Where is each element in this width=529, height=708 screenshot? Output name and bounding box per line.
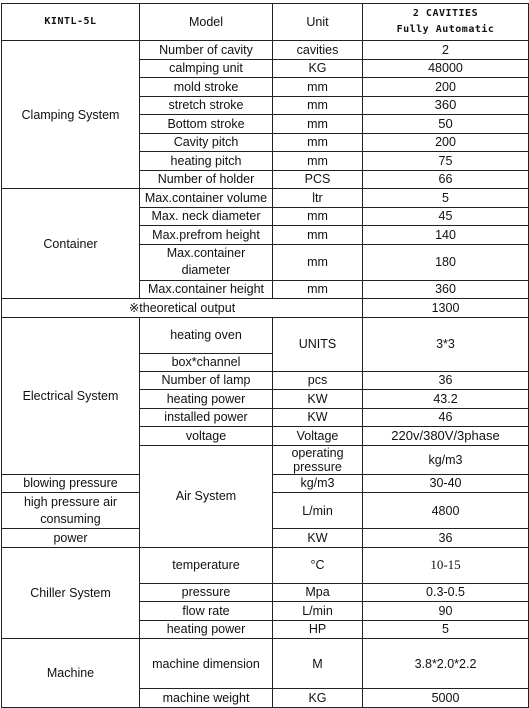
value-cell: 2 — [363, 41, 529, 60]
table-row — [2, 547, 529, 583]
unit-cell: mm — [273, 244, 363, 280]
value-cell: 5000 — [363, 689, 529, 708]
param-cell: voltage — [140, 427, 273, 446]
output-row — [2, 299, 529, 318]
param-cell: Max. neck diameter — [140, 207, 273, 226]
unit-cell: mm — [273, 115, 363, 134]
section-clamping-title: Clamping System — [2, 41, 140, 189]
value-cell: 5 — [363, 189, 529, 208]
section-electrical-title: Electrical System — [2, 317, 140, 474]
param-cell: power — [2, 529, 140, 548]
table-row — [2, 189, 529, 208]
unit-cell: mm — [273, 96, 363, 115]
unit-cell: KG — [273, 689, 363, 708]
value-cell: 45 — [363, 207, 529, 226]
unit-header: Unit — [273, 4, 363, 41]
value-cell: 5 — [363, 620, 529, 639]
value-cell: 200 — [363, 78, 529, 97]
value-header-line2: Fully Automatic — [396, 24, 495, 35]
unit-cell: mm — [273, 78, 363, 97]
unit-cell: KG — [273, 59, 363, 78]
param-cell: Number of cavity — [140, 41, 273, 60]
unit-cell: Voltage — [273, 427, 363, 446]
value-cell: 36 — [363, 529, 529, 548]
section-machine-title: Machine — [2, 639, 140, 708]
param-cell: pressure — [140, 583, 273, 602]
unit-cell: UNITS — [273, 317, 363, 371]
unit-cell: mm — [273, 226, 363, 245]
unit-cell: mm — [273, 152, 363, 171]
param-cell: temperature — [140, 547, 273, 583]
unit-cell: KW — [273, 390, 363, 409]
param-cell: Number of lamp — [140, 371, 273, 390]
unit-cell: L/min — [273, 602, 363, 621]
value-cell: 66 — [363, 170, 529, 189]
table-row — [2, 639, 529, 689]
table-row — [2, 41, 529, 60]
param-cell: heating power — [140, 390, 273, 409]
model-code: KINTL-5L — [2, 4, 140, 41]
param-cell: heating power — [140, 620, 273, 639]
unit-cell: Mpa — [273, 583, 363, 602]
value-cell: 36 — [363, 371, 529, 390]
section-container-title: Container — [2, 189, 140, 299]
param-cell: heating oven — [140, 317, 273, 353]
unit-cell: ltr — [273, 189, 363, 208]
param-cell: Cavity pitch — [140, 133, 273, 152]
param-cell: Bottom stroke — [140, 115, 273, 134]
value-header — [363, 4, 529, 41]
value-cell: 360 — [363, 280, 529, 299]
unit-cell: KW — [273, 529, 363, 548]
unit-cell: mm — [273, 133, 363, 152]
unit-cell: mm — [273, 207, 363, 226]
param-cell — [2, 493, 140, 529]
value-cell: 75 — [363, 152, 529, 171]
value-cell: 360 — [363, 96, 529, 115]
unit-cell: KW — [273, 408, 363, 427]
param-cell: stretch stroke — [140, 96, 273, 115]
param-cell: box*channel — [140, 353, 273, 371]
value-cell: 50 — [363, 115, 529, 134]
param-cell: Max.prefrom height — [140, 226, 273, 245]
param-cell: Number of holder — [140, 170, 273, 189]
unit-cell: L/min — [273, 493, 363, 529]
param-cell: machine dimension — [140, 639, 273, 689]
param-cell: flow rate — [140, 602, 273, 621]
param-cell: machine weight — [140, 689, 273, 708]
value-cell: 30-40 — [363, 474, 529, 493]
value-header-line1: 2 CAVITIES — [412, 8, 479, 19]
spec-table — [1, 3, 529, 708]
unit-cell: cavities — [273, 41, 363, 60]
value-cell: 90 — [363, 602, 529, 621]
output-label: ※theoretical output — [2, 299, 363, 318]
param-cell: calmping unit — [140, 59, 273, 78]
value-cell: 43.2 — [363, 390, 529, 409]
table-row — [2, 317, 529, 353]
unit-cell: PCS — [273, 170, 363, 189]
param-cell: heating pitch — [140, 152, 273, 171]
param-cell: Max.container volume — [140, 189, 273, 208]
param-line: consuming — [40, 511, 101, 526]
param-cell — [140, 244, 273, 280]
value-cell: 3.8*2.0*2.2 — [363, 639, 529, 689]
model-header: Model — [140, 4, 273, 41]
value-cell: 0.3-0.5 — [363, 583, 529, 602]
value-cell: 46 — [363, 408, 529, 427]
param-cell: installed power — [140, 408, 273, 427]
value-cell: 4800 — [363, 493, 529, 529]
value-cell: 48000 — [363, 59, 529, 78]
section-chiller-title: Chiller System — [2, 547, 140, 639]
section-air-title: Air System — [140, 445, 273, 547]
value-cell: 140 — [363, 226, 529, 245]
value-cell: 200 — [363, 133, 529, 152]
param-cell: mold stroke — [140, 78, 273, 97]
unit-cell: mm — [273, 280, 363, 299]
unit-cell: kg/m3 — [363, 445, 529, 474]
unit-cell: kg/m3 — [273, 474, 363, 493]
unit-cell: HP — [273, 620, 363, 639]
param-line: high pressure air — [23, 494, 118, 509]
param-cell: blowing pressure — [2, 474, 140, 493]
header-row — [2, 4, 529, 41]
value-cell: 180 — [363, 244, 529, 280]
param-line: Max.container — [166, 246, 246, 260]
unit-cell: °C — [273, 547, 363, 583]
unit-cell: pcs — [273, 371, 363, 390]
value-cell: 10-15 — [363, 547, 529, 583]
value-cell: 220v/380V/3phase — [363, 427, 529, 446]
value-cell: 3*3 — [363, 317, 529, 371]
output-value: 1300 — [363, 299, 529, 318]
param-line: diameter — [181, 263, 231, 277]
unit-cell: M — [273, 639, 363, 689]
param-cell: operating pressure — [273, 445, 363, 474]
param-cell: Max.container height — [140, 280, 273, 299]
